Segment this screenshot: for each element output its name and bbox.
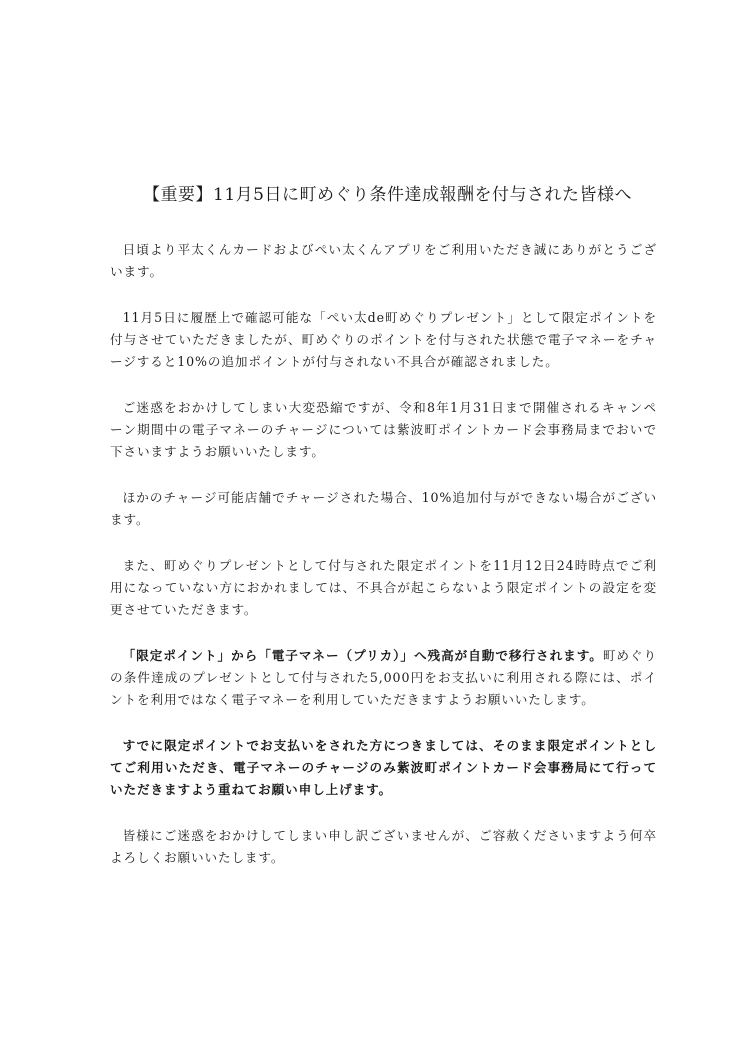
already-paid-paragraph: すでに限定ポイントでお支払いをされた方につきましては、そのまま限定ポイントとしてご利用いただき、電子マネーのチャージのみ紫波町ポイントカード会事務局にて行っていただきますよう重ねてお願い申し上げます。 xyxy=(110,738,657,797)
closing-paragraph: 皆様にご迷惑をおかけしてしまい申し訳ございませんが、ご容赦くださいますよう何卒よろしくお願いいたします。 xyxy=(110,828,657,865)
issue-paragraph: 11月5日に履歴上で確認可能な「ぺい太de町めぐりプレゼント」として限定ポイントを付与させていただきましたが、町めぐりのポイントを付与された状態で電子マネーをチャージすると10%の追加ポイントが付与されない不具合が確認されました。 xyxy=(110,310,657,369)
other-store-paragraph: ほかのチャージ可能店舗でチャージされた場合、10%追加付与ができない場合がございます。 xyxy=(110,490,657,527)
greeting-paragraph: 日頃より平太くんカードおよびぺい太くんアプリをご利用いただき誠にありがとうございます。 xyxy=(110,242,657,279)
balance-transfer-paragraph xyxy=(110,645,657,711)
balance-transfer-bold-text: 「限定ポイント」から「電子マネー（プリカ）」へ残高が自動で移行されます。 xyxy=(122,648,603,663)
setting-change-paragraph: また、町めぐりプレゼントとして付与された限定ポイントを11月12日24時時点でご利用になっていない方におかれましては、不具合が起こらないよう限定ポイントの設定を変更させていただきます。 xyxy=(110,558,657,617)
apology-paragraph: ご迷惑をおかけしてしまい大変恐縮ですが、令和8年1月31日まで開催されるキャンペーン期間中の電子マネーのチャージについては紫波町ポイントカード会事務局までおいで下さいますようお願いいたします。 xyxy=(110,400,657,459)
balance-transfer-text: 町めぐりの条件達成のプレゼントとして付与された5,000円をお支払いに利用される際には、ポイントを利用ではなく電子マネーを利用していただきますようお願いいたします。 xyxy=(110,648,657,707)
document-title: 【重要】11月5日に町めぐり条件達成報酬を付与された皆様へ xyxy=(143,185,632,205)
